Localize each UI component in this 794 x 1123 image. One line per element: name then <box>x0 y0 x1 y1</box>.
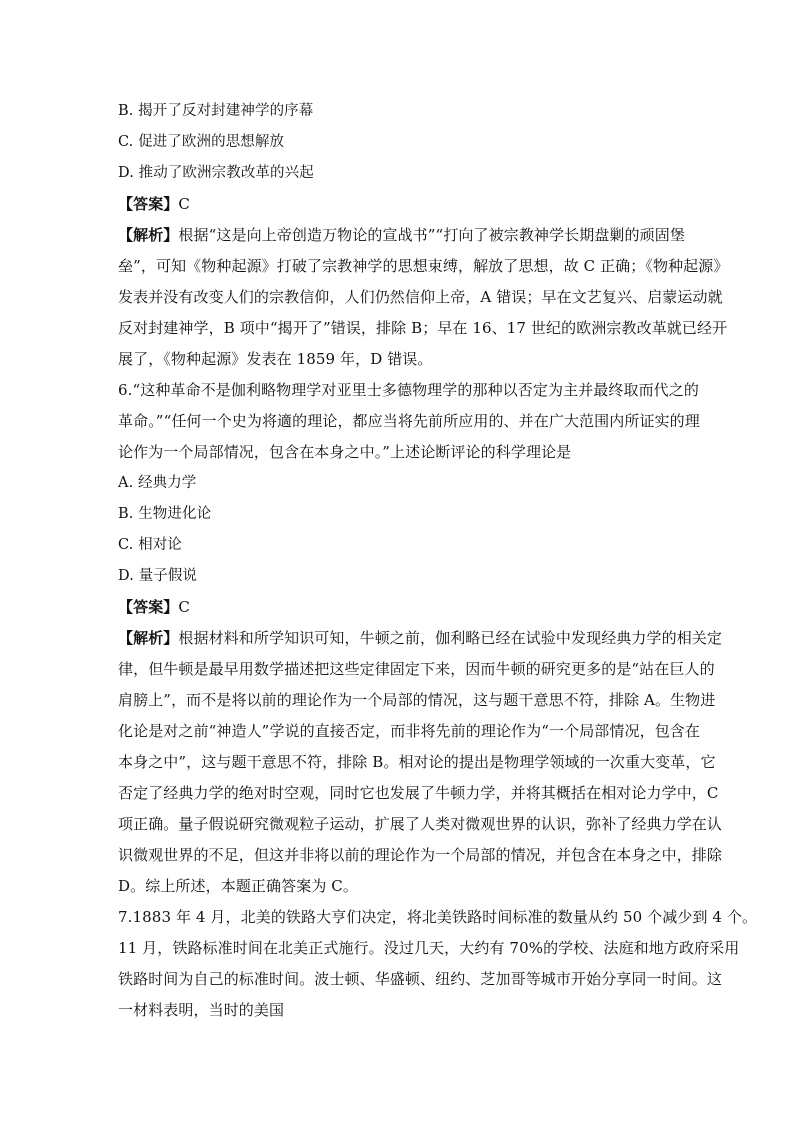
q6-analysis-text-1: 根据材料和所学知识可知，牛顿之前，伽利略已经在试验中发现经典力学的相关定 <box>178 629 723 647</box>
q5-analysis-line-4: 反对封建神学，B 项中“揭开了”错误，排除 B；早在 16、17 世纪的欧洲宗教改革就已经开 <box>118 319 728 337</box>
q6-stem-line-1: 6.“这种革命不是伽利略物理学对亚里士多德物理学的那种以否定为主并最终取而代之的 <box>118 381 699 399</box>
q6-stem-line-2: 革命。”“任何一个史为将適的理论，都应当将先前所应用的、并在广大范围内所证实的理 <box>118 412 700 430</box>
q6-option-b: B. 生物进化论 <box>118 506 212 522</box>
document-page <box>118 96 758 1026</box>
q5-analysis-line-2: 垒”，可知《物种起源》打破了宗教神学的思想束缚，解放了思想，故 C 正确；《物种起源》 <box>118 257 729 275</box>
q6-option-a: A. 经典力学 <box>118 475 197 491</box>
q6-analysis-line-7: 项正确。量子假说研究微观粒子运动，扩展了人类对微观世界的认识，弥补了经典力学在认 <box>118 815 723 833</box>
q5-analysis-line-3: 发表并没有改变人们的宗教信仰，人们仍然信仰上帝，A 错误；早在文艺复兴、启蒙运动就 <box>118 288 723 306</box>
q5-answer-tag: 【答案】 <box>118 195 179 213</box>
q6-analysis-line-9: D。综上所述，本题正确答案为 C。 <box>118 877 358 895</box>
q6-analysis-line-4: 化论是对之前“神造人”学说的直接否定，而非将先前的理论作为“一个局部情况，包含在 <box>118 722 701 740</box>
q6-analysis-line-6: 否定了经典力学的绝对时空观，同时它也发展了牛顿力学，并将其概括在相对论力学中，C <box>118 784 719 802</box>
q6-analysis-line-2: 律，但牛顿是最早用数学描述把这些定律固定下来，因而牛顿的研究更多的是“站在巨人的 <box>118 660 715 678</box>
q6-option-d: D. 量子假说 <box>118 568 198 584</box>
q6-answer-value: C <box>178 598 190 616</box>
q5-analysis-text-1: 根据“这是向上帝创造万物论的宣战书”“打向了被宗教神学长期盘剿的顽固堡 <box>178 226 685 244</box>
q6-analysis-line-1 <box>118 623 723 654</box>
q6-answer-tag: 【答案】 <box>118 598 179 616</box>
q5-answer-value: C <box>178 195 190 213</box>
q5-option-d: D. 推动了欧洲宗教改革的兴起 <box>118 165 314 181</box>
q6-analysis-line-3: 肩膀上”，而不是将以前的理论作为一个局部的情况，这与题干意思不符，排除 A。生物进 <box>118 691 716 709</box>
q5-option-c: C. 促进了欧洲的思想解放 <box>118 134 285 150</box>
q7-stem-line-4: 一材料表明，当时的美国 <box>118 1001 285 1019</box>
q6-stem-line-3: 论作为一个局部情况，包含在本身之中。”上述论断评论的科学理论是 <box>118 443 572 461</box>
q6-answer <box>118 592 678 623</box>
q5-option-b: B. 揭开了反对封建神学的序幕 <box>118 103 314 119</box>
q5-answer <box>118 189 678 220</box>
q6-analysis-line-5: 本身之中”，这与题干意思不符，排除 B。相对论的提出是物理学领域的一次重大变革，它 <box>118 753 716 771</box>
q5-analysis-line-1 <box>118 220 685 251</box>
q7-stem-line-2: 11 月，铁路标准时间在北美正式施行。没过几天，大约有 70%的学校、法庭和地方政府采用 <box>118 939 740 957</box>
q6-option-c: C. 相对论 <box>118 537 182 553</box>
q5-analysis-line-5: 展了，《物种起源》发表在 1859 年，D 错误。 <box>118 350 433 368</box>
q5-analysis-tag: 【解析】 <box>118 226 179 244</box>
q7-stem-line-3: 铁路时间为自己的标准时间。波士顿、华盛顿、纽约、芝加哥等城市开始分享同一时间。这 <box>118 970 723 988</box>
q7-stem-line-1: 7.1883 年 4 月，北美的铁路大亨们决定，将北美铁路时间标准的数量从约 50 个减少到 4 个。 <box>118 908 758 926</box>
q6-analysis-tag: 【解析】 <box>118 629 179 647</box>
q6-analysis-line-8: 识微观世界的不足，但这并非将以前的理论作为一个局部的情况，并包含在本身之中，排除 <box>118 846 723 864</box>
